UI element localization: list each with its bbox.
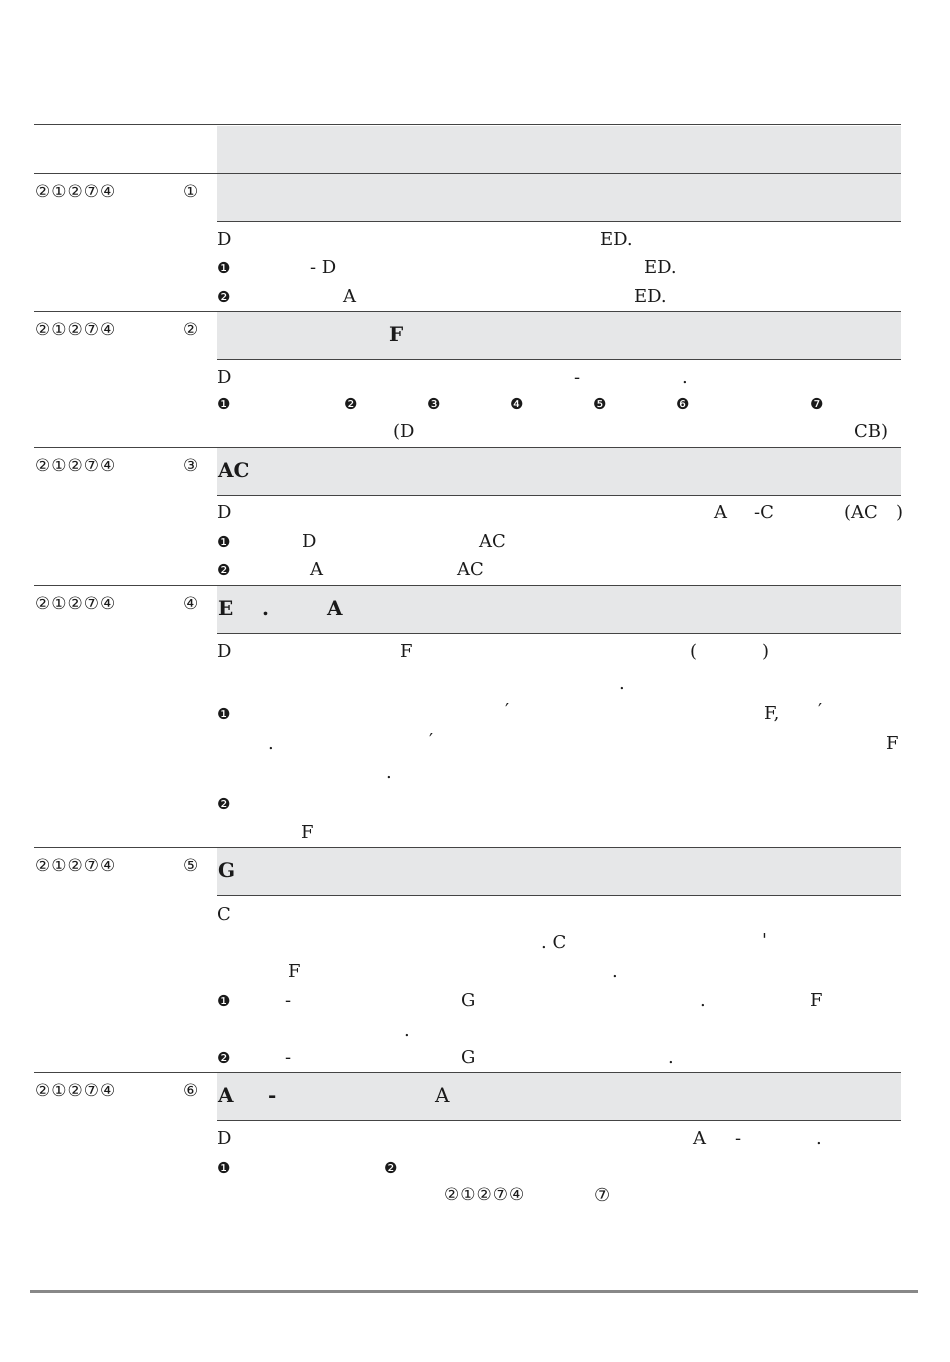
row-sub-number: ① bbox=[183, 182, 199, 202]
body-text-fragment: F, bbox=[764, 703, 780, 724]
row-heading-text: - bbox=[268, 1083, 277, 1107]
bullet-marker: ❷ bbox=[217, 561, 231, 579]
body-text-fragment: ′ bbox=[429, 730, 434, 751]
body-text-fragment: - bbox=[574, 367, 581, 388]
body-text-fragment: (D bbox=[393, 421, 415, 442]
bullet-marker: ❺ bbox=[593, 395, 607, 413]
row-code: ②①②⑦④ bbox=[35, 456, 117, 476]
body-text-fragment: - bbox=[285, 1047, 292, 1068]
bullet-marker: ❷ bbox=[217, 288, 231, 306]
page-bottom-rule bbox=[30, 1290, 918, 1293]
row-heading-text: F bbox=[389, 322, 404, 346]
row-heading-text: A bbox=[218, 1083, 234, 1107]
bullet-marker: ❷ bbox=[217, 1049, 231, 1067]
body-text-fragment: D bbox=[217, 1128, 232, 1149]
row-heading-band bbox=[217, 312, 901, 359]
row-heading-band bbox=[217, 448, 901, 495]
body-text-fragment: ( bbox=[690, 641, 698, 662]
row-heading-band bbox=[217, 848, 901, 895]
body-text-fragment: D bbox=[217, 641, 232, 662]
table-header-band bbox=[217, 126, 901, 173]
body-text-fragment: ED. bbox=[634, 286, 667, 307]
body-text-fragment: . bbox=[612, 961, 618, 982]
body-text-fragment: F bbox=[400, 641, 413, 662]
row-heading-bottom-rule bbox=[217, 895, 901, 896]
row-code: ②①②⑦④ bbox=[35, 856, 117, 876]
row-heading-bottom-rule bbox=[217, 495, 901, 496]
bullet-marker: ❷ bbox=[384, 1159, 398, 1177]
bullet-marker: ❶ bbox=[217, 1159, 231, 1177]
body-text-fragment: . bbox=[682, 367, 688, 388]
row-sub-number: ④ bbox=[183, 594, 199, 614]
body-text-fragment: . bbox=[668, 1047, 674, 1068]
body-text-fragment: ) bbox=[896, 502, 904, 523]
body-text-fragment: F bbox=[301, 822, 314, 843]
body-text-fragment: D bbox=[217, 229, 232, 250]
bullet-marker: ❶ bbox=[217, 705, 231, 723]
row-code: ②①②⑦④ bbox=[35, 594, 117, 614]
row-heading-band bbox=[217, 586, 901, 633]
body-text-fragment: . bbox=[700, 990, 706, 1011]
row-sub-number: ② bbox=[183, 320, 199, 340]
row-heading-bottom-rule bbox=[217, 221, 901, 222]
row-heading-text: G bbox=[218, 858, 236, 882]
bullet-marker: ❼ bbox=[810, 395, 824, 413]
body-text-fragment: ′ bbox=[505, 700, 510, 721]
body-text-fragment: D bbox=[302, 531, 317, 552]
row-sub-number: ⑥ bbox=[183, 1081, 199, 1101]
bullet-marker: ❻ bbox=[676, 395, 690, 413]
body-text-fragment: - bbox=[735, 1128, 742, 1149]
row-heading-band bbox=[217, 174, 901, 221]
row-heading-text: A bbox=[327, 596, 343, 620]
row-heading-band bbox=[217, 1073, 901, 1120]
body-text-fragment: ED. bbox=[600, 229, 633, 250]
row-heading-bottom-rule bbox=[217, 633, 901, 634]
row-heading-text: A bbox=[435, 1083, 450, 1107]
row-sub-number: ⑤ bbox=[183, 856, 199, 876]
body-text-fragment: F bbox=[810, 990, 823, 1011]
body-text-fragment: ⑦ bbox=[594, 1185, 611, 1206]
row-code: ②①②⑦④ bbox=[35, 1081, 117, 1101]
bullet-marker: ❶ bbox=[217, 992, 231, 1010]
body-text-fragment: AC bbox=[479, 531, 506, 552]
body-text-fragment: A bbox=[714, 502, 727, 523]
table-top-rule bbox=[34, 124, 901, 125]
body-text-fragment: . C bbox=[541, 932, 567, 953]
body-text-fragment: -C bbox=[754, 502, 774, 523]
body-text-fragment: . bbox=[404, 1020, 410, 1041]
bullet-marker: ❶ bbox=[217, 533, 231, 551]
bullet-marker: ❶ bbox=[217, 259, 231, 277]
bullet-marker: ❸ bbox=[427, 395, 441, 413]
body-text-fragment: - bbox=[285, 990, 292, 1011]
body-text-fragment: - D bbox=[310, 257, 337, 278]
bullet-marker: ❶ bbox=[217, 395, 231, 413]
body-text-fragment: F bbox=[886, 733, 899, 754]
row-code: ②①②⑦④ bbox=[35, 320, 117, 340]
bullet-marker: ❹ bbox=[510, 395, 524, 413]
row-heading-text: E bbox=[218, 596, 234, 620]
body-text-fragment: ' bbox=[762, 930, 767, 951]
row-heading-text: AC bbox=[218, 458, 250, 482]
body-text-fragment: A bbox=[310, 559, 323, 580]
bullet-marker: ❷ bbox=[344, 395, 358, 413]
body-text-fragment: . bbox=[816, 1128, 822, 1149]
row-heading-bottom-rule bbox=[217, 1120, 901, 1121]
body-text-fragment: ) bbox=[762, 641, 770, 662]
body-text-fragment: . bbox=[386, 762, 392, 783]
body-text-fragment: . bbox=[619, 673, 625, 694]
body-text-fragment: G bbox=[461, 1047, 476, 1068]
body-text-fragment: A bbox=[343, 286, 356, 307]
body-text-fragment: A bbox=[693, 1128, 706, 1149]
body-text-fragment: AC bbox=[457, 559, 484, 580]
body-text-fragment: ED. bbox=[644, 257, 677, 278]
row-heading-bottom-rule bbox=[217, 359, 901, 360]
body-text-fragment: (AC bbox=[844, 502, 878, 523]
body-text-fragment: G bbox=[461, 990, 476, 1011]
body-text-fragment: D bbox=[217, 502, 232, 523]
body-text-fragment: ′ bbox=[818, 700, 823, 721]
bullet-marker: ❷ bbox=[217, 795, 231, 813]
row-heading-text: . bbox=[262, 596, 269, 620]
body-text-fragment: C bbox=[217, 904, 231, 925]
body-text-fragment: . bbox=[268, 733, 274, 754]
body-text-fragment: F bbox=[288, 961, 301, 982]
row-sub-number: ③ bbox=[183, 456, 199, 476]
body-text-fragment: ②①②⑦④ bbox=[444, 1185, 526, 1205]
body-text-fragment: CB) bbox=[854, 421, 889, 442]
row-code: ②①②⑦④ bbox=[35, 182, 117, 202]
body-text-fragment: D bbox=[217, 367, 232, 388]
